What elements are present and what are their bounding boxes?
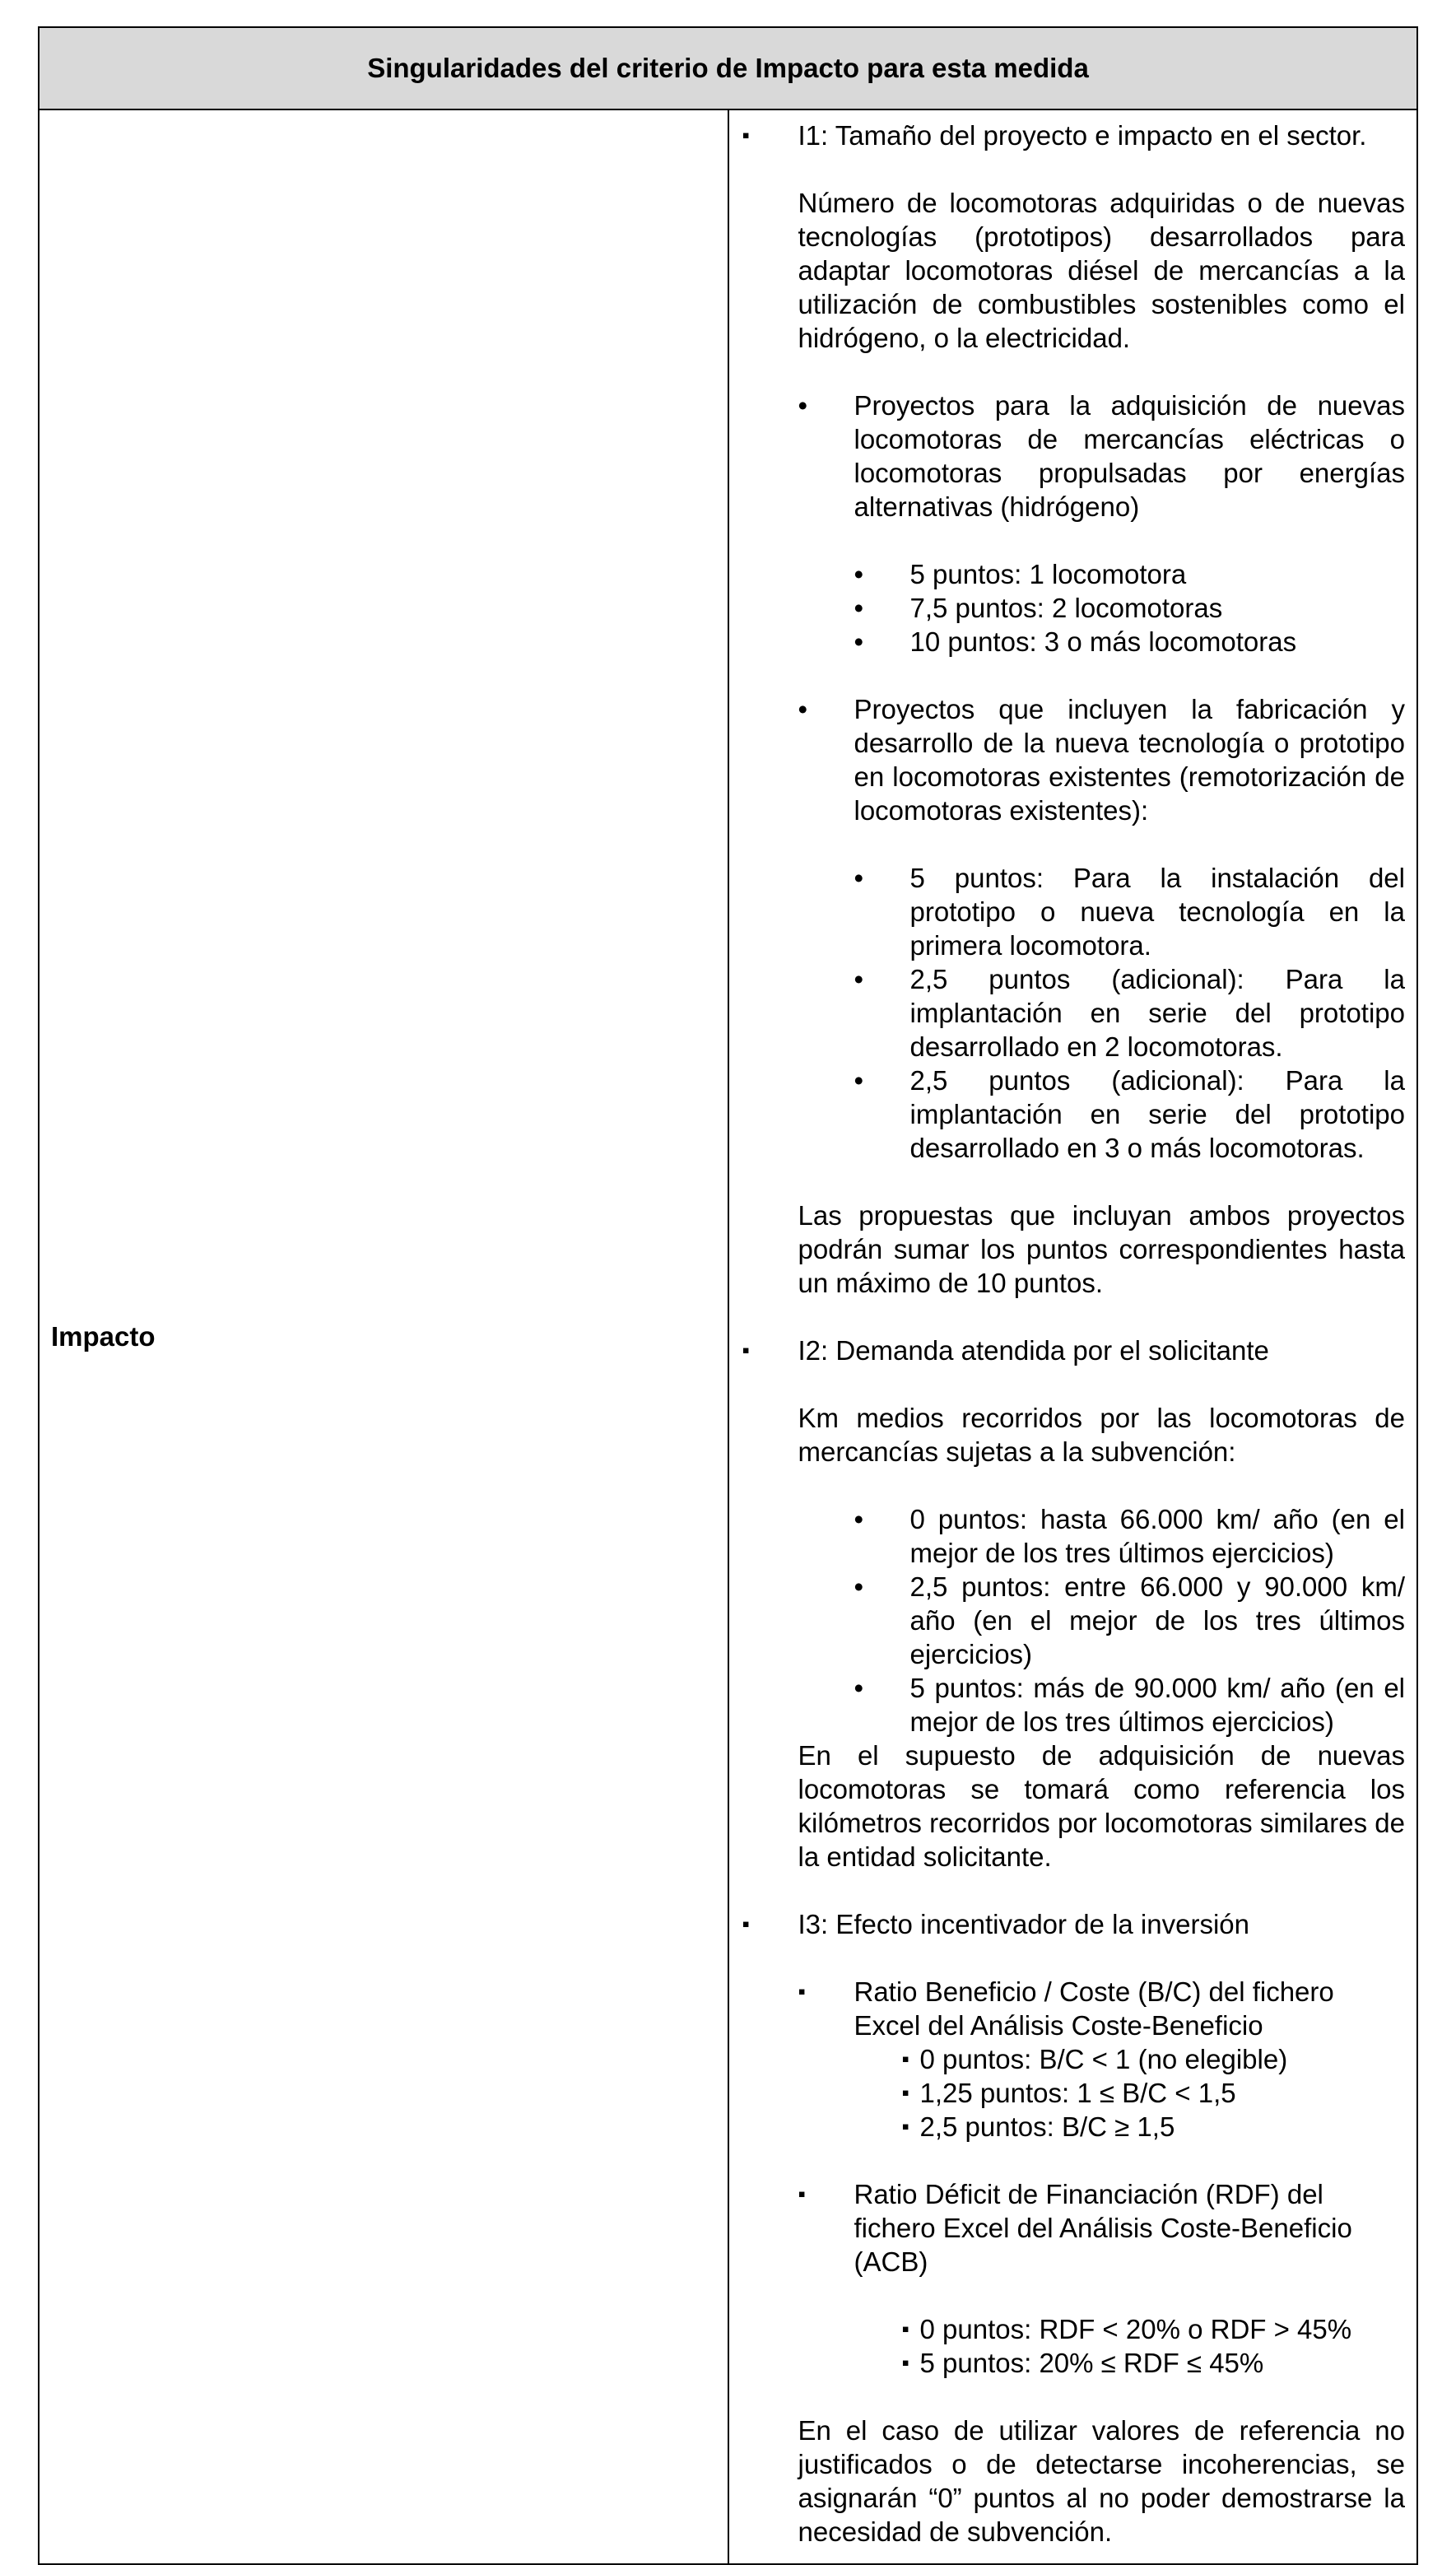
list-item: ▪ 0 puntos: B/C < 1 (no elegible) <box>901 2044 1288 2074</box>
square-bullet-icon: ▪ <box>901 2080 909 2105</box>
bullet-icon: • <box>854 593 864 623</box>
square-bullet-icon: ▪ <box>901 2350 909 2375</box>
square-bullet-icon: ▪ <box>901 2114 909 2139</box>
bullet-icon: • <box>798 694 808 724</box>
i2-title: I2: Demanda atendida por el solicitante <box>798 1335 1269 1366</box>
bullet-icon: • <box>854 1504 864 1534</box>
row-label: Impacto <box>39 109 728 2564</box>
list-item: • 5 puntos: 1 locomotora <box>854 559 1187 589</box>
criteria-table <box>38 26 1418 2565</box>
criteria-content <box>728 109 1418 2564</box>
list-item: • 0 puntos: hasta 66.000 km/ año (en el mejor de los tres últimos ejercicios) <box>854 1504 1405 1568</box>
bullet-icon: • <box>854 1673 864 1703</box>
i1-intro: Número de locomotoras adquiridas o de nuevas tecnologías (prototipos) desarrollados para adaptar locomotoras diésel de mercancías a la utilización de combustibles sostenibles como el hidrógeno, o la electricidad. <box>798 188 1405 353</box>
i1-project-2: • Proyectos que incluyen la fabricación y desarrollo de la nueva tecnología o prototipo en locomotoras existentes (remotorización de locomotoras existentes): <box>798 694 1405 826</box>
list-item: ▪ 2,5 puntos: B/C ≥ 1,5 <box>901 2111 1175 2142</box>
square-bullet-icon: ▪ <box>901 2046 909 2071</box>
i1-title: I1: Tamaño del proyecto e impacto en el sector. <box>798 120 1367 151</box>
bullet-icon: • <box>854 1065 864 1096</box>
i3-title: I3: Efecto incentivador de la inversión <box>798 1909 1249 1939</box>
i3-section <box>729 1907 1406 1941</box>
bullet-icon: • <box>854 626 864 657</box>
square-bullet-icon: ▪ <box>798 1979 806 2004</box>
list-item: • 2,5 puntos (adicional): Para la implantación en serie del prototipo desarrollado en 2 locomotoras. <box>854 964 1405 1062</box>
list-item: • 10 puntos: 3 o más locomotoras <box>854 626 1297 657</box>
bullet-icon: • <box>854 1571 864 1602</box>
list-item: • 5 puntos: Para la instalación del prototipo o nueva tecnología en la primera locomotora. <box>854 863 1405 961</box>
list-item: • 2,5 puntos (adicional): Para la implantación en serie del prototipo desarrollado en 3 o más locomotoras. <box>854 1065 1405 1163</box>
i3-ratio-2: ▪ Ratio Déficit de Financiación (RDF) del fichero Excel del Análisis Coste-Beneficio (ACB) <box>798 2179 1352 2277</box>
bullet-icon: • <box>854 559 864 589</box>
square-bullet-icon: ▪ <box>742 1911 750 1936</box>
i3-note: En el caso de utilizar valores de referencia no justificados o de detectarse incoherencias, se asignarán “0” puntos al no poder demostrarse la necesidad de subvención. <box>798 2415 1405 2547</box>
i2-section <box>729 1334 1406 1367</box>
i2-intro: Km medios recorridos por las locomotoras de mercancías sujetas a la subvención: <box>798 1403 1405 1467</box>
square-bullet-icon: ▪ <box>742 1338 750 1362</box>
list-item: ▪ 5 puntos: 20% ≤ RDF ≤ 45% <box>901 2348 1264 2378</box>
square-bullet-icon: ▪ <box>742 123 750 147</box>
list-item: ▪ 0 puntos: RDF < 20% o RDF > 45% <box>901 2314 1352 2344</box>
i3-ratio-1: ▪ Ratio Beneficio / Coste (B/C) del fichero Excel del Análisis Coste-Beneficio <box>798 1976 1334 2041</box>
list-item: ▪ 1,25 puntos: 1 ≤ B/C < 1,5 <box>901 2078 1236 2108</box>
list-item: • 5 puntos: más de 90.000 km/ año (en el mejor de los tres últimos ejercicios) <box>854 1673 1405 1737</box>
bullet-icon: • <box>854 964 864 994</box>
i1-project-1: • Proyectos para la adquisición de nuevas locomotoras de mercancías eléctricas o locomotoras propulsadas por energías alternativas (hidrógeno) <box>798 390 1405 522</box>
square-bullet-icon: ▪ <box>901 2316 909 2341</box>
bullet-icon: • <box>854 863 864 893</box>
i1-section <box>729 119 1406 152</box>
list-item: • 2,5 puntos: entre 66.000 y 90.000 km/ año (en el mejor de los tres últimos ejercicios) <box>854 1571 1405 1669</box>
i2-note: En el supuesto de adquisición de nuevas locomotoras se tomará como referencia los kilómetros recorridos por locomotoras similares de la entidad solicitante. <box>798 1740 1405 1872</box>
square-bullet-icon: ▪ <box>798 2181 806 2206</box>
table-header: Singularidades del criterio de Impacto para esta medida <box>39 27 1417 109</box>
i1-note: Las propuestas que incluyan ambos proyectos podrán sumar los puntos correspondientes hasta un máximo de 10 puntos. <box>798 1200 1405 1298</box>
bullet-icon: • <box>798 390 808 421</box>
list-item: • 7,5 puntos: 2 locomotoras <box>854 593 1223 623</box>
